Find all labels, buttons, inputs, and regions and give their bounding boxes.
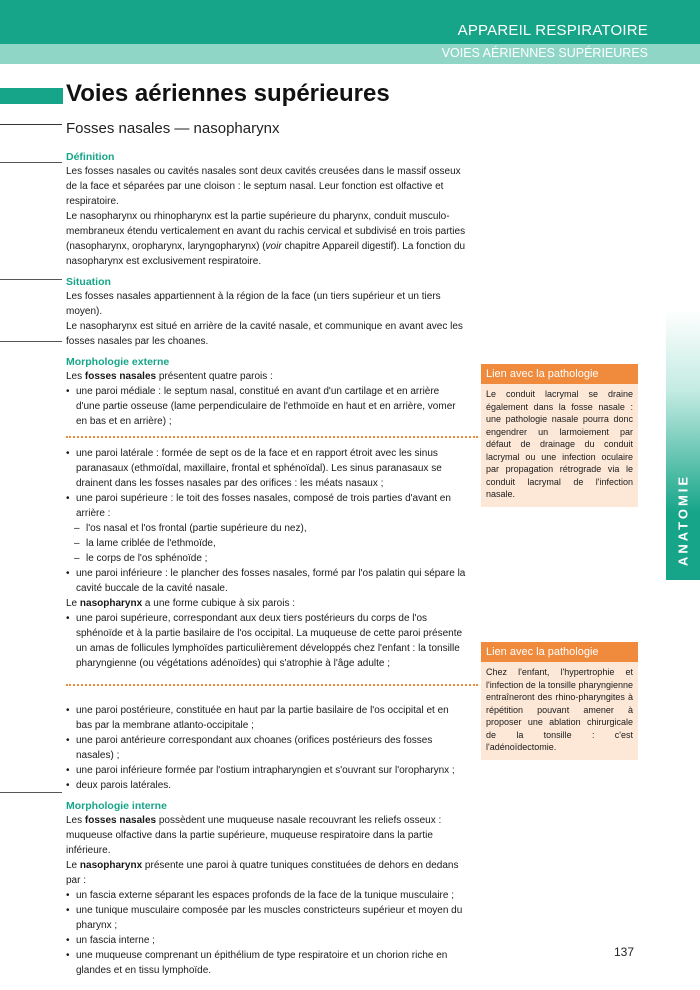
content-block-3: [66, 703, 466, 978]
definition-paragraph-1: Les fosses nasales ou cavités nasales sont deux cavités creusées dans le massif osseux de la face et séparées par une cloison : le septum nasal. Leur fonction est olfactive et respiratoire.: [66, 166, 461, 207]
section-rule-situation: [0, 279, 62, 280]
morpho-interne-paragraph-2: Le nasopharynx présente une paroi à quatre tuniques constituées de dehors en dedans par :: [66, 860, 459, 886]
content-block-2: [66, 446, 466, 671]
section-header-bar: [0, 44, 700, 64]
fosses-walls-list-b: [66, 446, 466, 596]
list-item: – la lame criblée de l'ethmoïde,: [66, 536, 466, 551]
list-item: • une paroi médiale : le septum nasal, constitué en avant d'un cartilage et en arrière d'une partie osseuse (lame perpendiculaire de l'ethmoïde en haut et en arrière, vomer en bas et en arrière) ;: [66, 384, 466, 429]
pathology-box-heading: Lien avec la pathologie: [481, 642, 638, 662]
tunics-list: [66, 888, 466, 978]
content-block-1: [66, 150, 466, 429]
list-item: • une paroi inférieure : le plancher des fosses nasales, formé par l'os palatin qui sépare la cavité buccale de la cavité nasale.: [66, 566, 466, 596]
side-tab-label: ANATOMIE: [675, 473, 691, 567]
page-number: 137: [613, 945, 634, 959]
roof-parts-list: [66, 521, 466, 566]
list-item: • une paroi supérieure : le toit des fosses nasales, composé de trois parties d'avant en arrière : – l'os nasal et l'os frontal (partie supérieure du nez), – la lame criblée de l'ethmoïde, – le corps de l'os sphénoïde ;: [66, 491, 466, 566]
page-subtitle: Fosses nasales — nasopharynx: [66, 120, 280, 137]
list-item: • une tunique musculaire composée par les muscles constricteurs supérieur et moyen du pharynx ;: [66, 903, 466, 933]
nasopharynx-walls-list-b: [66, 703, 466, 793]
pathology-box-body: Le conduit lacrymal se draine également dans la fosse nasale : une pathologie nasale pourra donc engendrer un larmoiement par défaut de drainage du conduit lacrymal ou une infection oculaire par propagation rétrograde via le conduit lacrymal de l'infection nasale.: [486, 389, 633, 499]
section-title: VOIES AÉRIENNES SUPÉRIEURES: [441, 46, 648, 60]
dotted-separator-2: [66, 684, 478, 686]
situation-paragraph-2: Le nasopharynx est situé en arrière de la cavité nasale, et communique en avant avec les fosses nasales par les choanes.: [66, 321, 463, 347]
situation-paragraph-1: Les fosses nasales appartiennent à la région de la face (un tiers supérieur et un tiers moyen).: [66, 291, 441, 317]
fosses-intro: Les fosses nasales présentent quatre parois :: [66, 371, 273, 382]
definition-paragraph-2: Le nasopharynx ou rhinopharynx est la partie supérieure du pharynx, conduit musculo-membraneux étendu verticalement en avant du rachis cervical et subdivisé en trois parties (nasopharynx, oropharynx, laryngopharynx) (voir chapitre Appareil digestif). La fonction du nasopharynx est exclusivement respiratoire.: [66, 211, 466, 267]
nasopharynx-walls-list-a: [66, 611, 466, 671]
list-item: • une paroi inférieure formée par l'ostium intrapharyngien et s'ouvrant sur l'oropharynx ;: [66, 763, 466, 778]
situation-heading: Situation: [66, 276, 111, 288]
list-item: • une muqueuse comprenant un épithélium de type respiratoire et un chorion riche en glandes et en tissu lymphoïde.: [66, 948, 466, 978]
list-item: • une paroi postérieure, constituée en haut par la partie basilaire de l'os occipital et en bas par la membrane atlanto-occipitale ;: [66, 703, 466, 733]
title-accent-bar: [0, 88, 63, 104]
morpho-interne-heading: Morphologie interne: [66, 800, 167, 812]
fosses-walls-list-a: [66, 384, 466, 429]
definition-heading: Définition: [66, 151, 115, 163]
list-item: • une paroi latérale : formée de sept os de la face et en rapport étroit avec les sinus paranasaux (ethmoïdal, maxillaire, frontal et sphénoïdal). Les sinus paranasaux se drainent dans les fosses nasales par des orifices : les méats nasaux ;: [66, 446, 466, 491]
dotted-separator-1: [66, 436, 478, 438]
list-item: – l'os nasal et l'os frontal (partie supérieure du nez),: [66, 521, 466, 536]
chapter-header-bar: [0, 0, 700, 44]
page-title: Voies aériennes supérieures: [66, 80, 390, 107]
chapter-title: APPAREIL RESPIRATOIRE: [457, 22, 648, 39]
list-item: • une paroi antérieure correspondant aux choanes (orifices postérieurs des fosses nasales) ;: [66, 733, 466, 763]
morpho-interne-paragraph-1: Les fosses nasales possèdent une muqueuse nasale recouvrant les reliefs osseux : muqueuse olfactive dans la partie supérieure, muqueuse respiratoire dans la partie inférieure.: [66, 815, 442, 856]
pathology-box-adenoid: [481, 642, 638, 760]
nasopharynx-intro: Le nasopharynx a une forme cubique à six parois :: [66, 598, 296, 609]
subtitle-rule: [0, 124, 62, 125]
list-item: – le corps de l'os sphénoïde ;: [66, 551, 466, 566]
pathology-box-heading: Lien avec la pathologie: [481, 364, 638, 384]
list-item: • une paroi supérieure, correspondant aux deux tiers postérieurs du corps de l'os sphénoïde et à la partie basilaire de l'os occipital. La muqueuse de cette paroi présente un amas de follicules lymphoïdes particulièrement développés chez l'enfant : la tonsille pharyngienne (ou végétations adénoïdes) qui s'atrophie à l'âge adulte ;: [66, 611, 466, 671]
list-item: • deux parois latérales.: [66, 778, 466, 793]
section-rule-morpho-externe: [0, 341, 62, 342]
section-rule-morpho-interne: [0, 792, 62, 793]
section-rule-definition: [0, 162, 62, 163]
pathology-box-body: Chez l'enfant, l'hypertrophie et l'infection de la tonsille pharyngienne entraîneront des rhino-pharyngites à répétition pouvant amener à proposer une ablation chirurgicale de la tonsille : c'est l'adénoïdectomie.: [486, 667, 633, 752]
list-item: • un fascia interne ;: [66, 933, 466, 948]
side-tab: [666, 310, 700, 580]
list-item: • un fascia externe séparant les espaces profonds de la face de la tunique musculaire ;: [66, 888, 466, 903]
morpho-externe-heading: Morphologie externe: [66, 356, 170, 368]
pathology-box-lacrimal: [481, 364, 638, 507]
